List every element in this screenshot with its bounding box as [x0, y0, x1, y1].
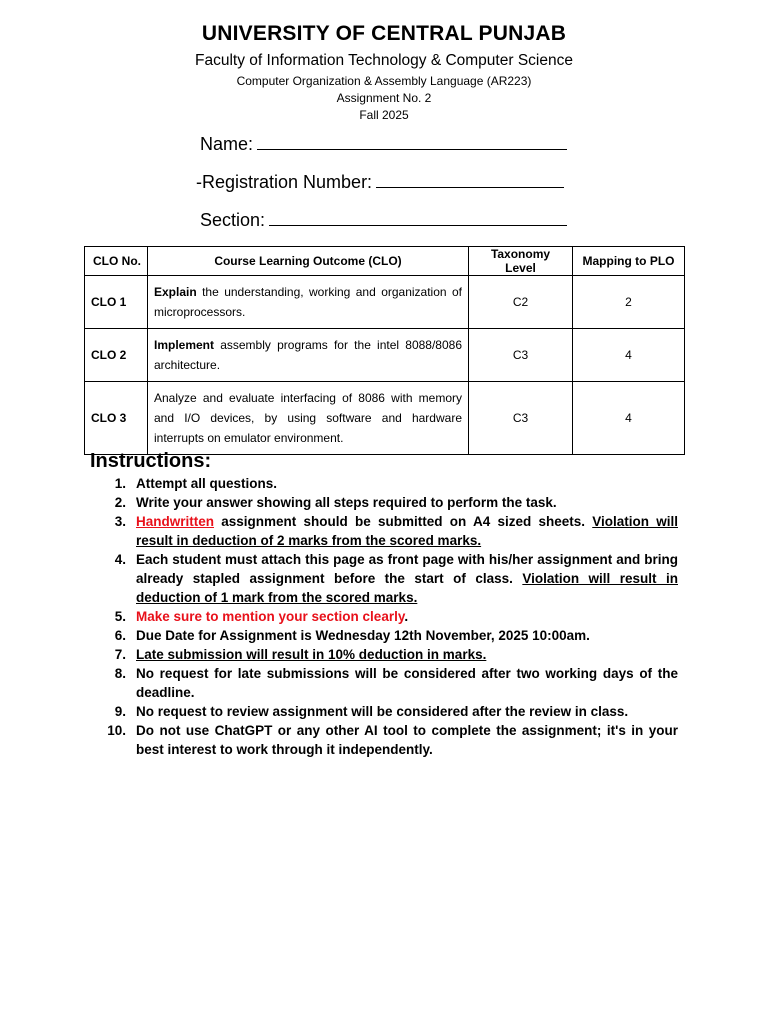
header-plo: Mapping to PLO [573, 247, 685, 276]
list-item [96, 702, 678, 721]
list-item [96, 607, 678, 626]
list-item [96, 550, 678, 607]
plo-mapping: 4 [573, 382, 685, 455]
item-text: Attempt all questions. [136, 476, 278, 491]
header-taxonomy: Taxonomy Level [469, 247, 573, 276]
item-text: Each student must attach this page as front page with his/her assignment and bring already stapled assignment before the start of class. [136, 552, 678, 586]
plo-mapping: 4 [573, 329, 685, 382]
item-text: No request to review assignment will be considered after the review in class. [136, 704, 629, 719]
item-red-text: Make sure to mention your section clearly [136, 609, 405, 624]
clo-text: the understanding, working and organization of microprocessors. [154, 285, 462, 319]
clo-number: CLO 3 [85, 382, 148, 455]
list-item [96, 645, 678, 664]
section-label: Section: [200, 210, 266, 230]
term: Fall 2025 [359, 108, 409, 122]
item-text: assignment should be submitted on A4 sized sheets. [214, 514, 593, 529]
item-number: 3. [114, 514, 126, 529]
clo-text: Analyze and evaluate interfacing of 8086 with memory and I/O devices, by using software and hardware interrupts on emulator environment. [154, 391, 462, 445]
taxonomy-level: C2 [469, 276, 573, 329]
name-blank-line [257, 131, 567, 150]
instructions-list [96, 474, 678, 759]
name-field [200, 131, 567, 155]
university-title: UNIVERSITY OF CENTRAL PUNJAB [201, 22, 567, 45]
item-number: 6. [114, 628, 126, 643]
taxonomy-level: C3 [469, 329, 573, 382]
faculty-name: Faculty of Information Technology & Computer Science [195, 52, 573, 69]
item-text: Do not use ChatGPT or any other AI tool to complete the assignment; it's in your best interest to work through it independently. [136, 723, 678, 757]
registration-label: -Registration Number: [196, 172, 373, 192]
item-number: 7. [114, 647, 126, 662]
taxonomy-level: C3 [469, 382, 573, 455]
section-blank-line [269, 207, 567, 226]
clo-number: CLO 2 [85, 329, 148, 382]
list-item [96, 721, 678, 759]
item-text: Due Date for Assignment is Wednesday 12th November, 2025 10:00am. [136, 628, 590, 643]
clo-table-header [85, 247, 685, 276]
item-number: 10. [107, 723, 126, 738]
registration-blank-line [376, 169, 564, 188]
item-red-text: Handwritten [136, 514, 215, 529]
list-item [96, 626, 678, 645]
table-row [85, 329, 685, 382]
clo-table [84, 246, 685, 455]
item-number: 4. [114, 552, 126, 567]
clo-description [148, 276, 469, 329]
item-underlined-text: Violation will result in deduction of 2 marks from the scored marks. [136, 514, 678, 548]
table-row [85, 276, 685, 329]
clo-keyword: Implement [154, 338, 215, 352]
item-number: 5. [114, 609, 126, 624]
header-clo: Course Learning Outcome (CLO) [148, 247, 469, 276]
table-row [85, 382, 685, 455]
item-text: No request for late submissions will be considered after two working days of the deadline. [136, 666, 678, 700]
assignment-number: Assignment No. 2 [336, 91, 432, 105]
clo-description [148, 329, 469, 382]
list-item [96, 512, 678, 550]
item-text: . [404, 609, 409, 624]
section-field [200, 207, 567, 231]
clo-number: CLO 1 [85, 276, 148, 329]
item-text: Write your answer showing all steps required to perform the task. [136, 495, 557, 510]
clo-keyword: Explain [154, 285, 197, 299]
instructions-heading: Instructions: [90, 450, 212, 472]
item-number: 9. [114, 704, 126, 719]
header-clo-no: CLO No. [85, 247, 148, 276]
name-label: Name: [200, 134, 254, 154]
plo-mapping: 2 [573, 276, 685, 329]
course-name: Computer Organization & Assembly Language (AR223) [236, 74, 532, 88]
item-underlined-text: Violation will result in deduction of 1 mark from the scored marks. [136, 571, 678, 605]
item-number: 2. [114, 495, 126, 510]
list-item [96, 474, 678, 493]
list-item [96, 493, 678, 512]
list-item [96, 664, 678, 702]
clo-description [148, 382, 469, 455]
clo-text: assembly programs for the intel 8088/8086 architecture. [154, 338, 462, 372]
registration-field [196, 169, 564, 193]
item-number: 8. [114, 666, 126, 681]
item-number: 1. [114, 476, 126, 491]
item-underlined-text: Late submission will result in 10% deduction in marks. [136, 647, 487, 662]
